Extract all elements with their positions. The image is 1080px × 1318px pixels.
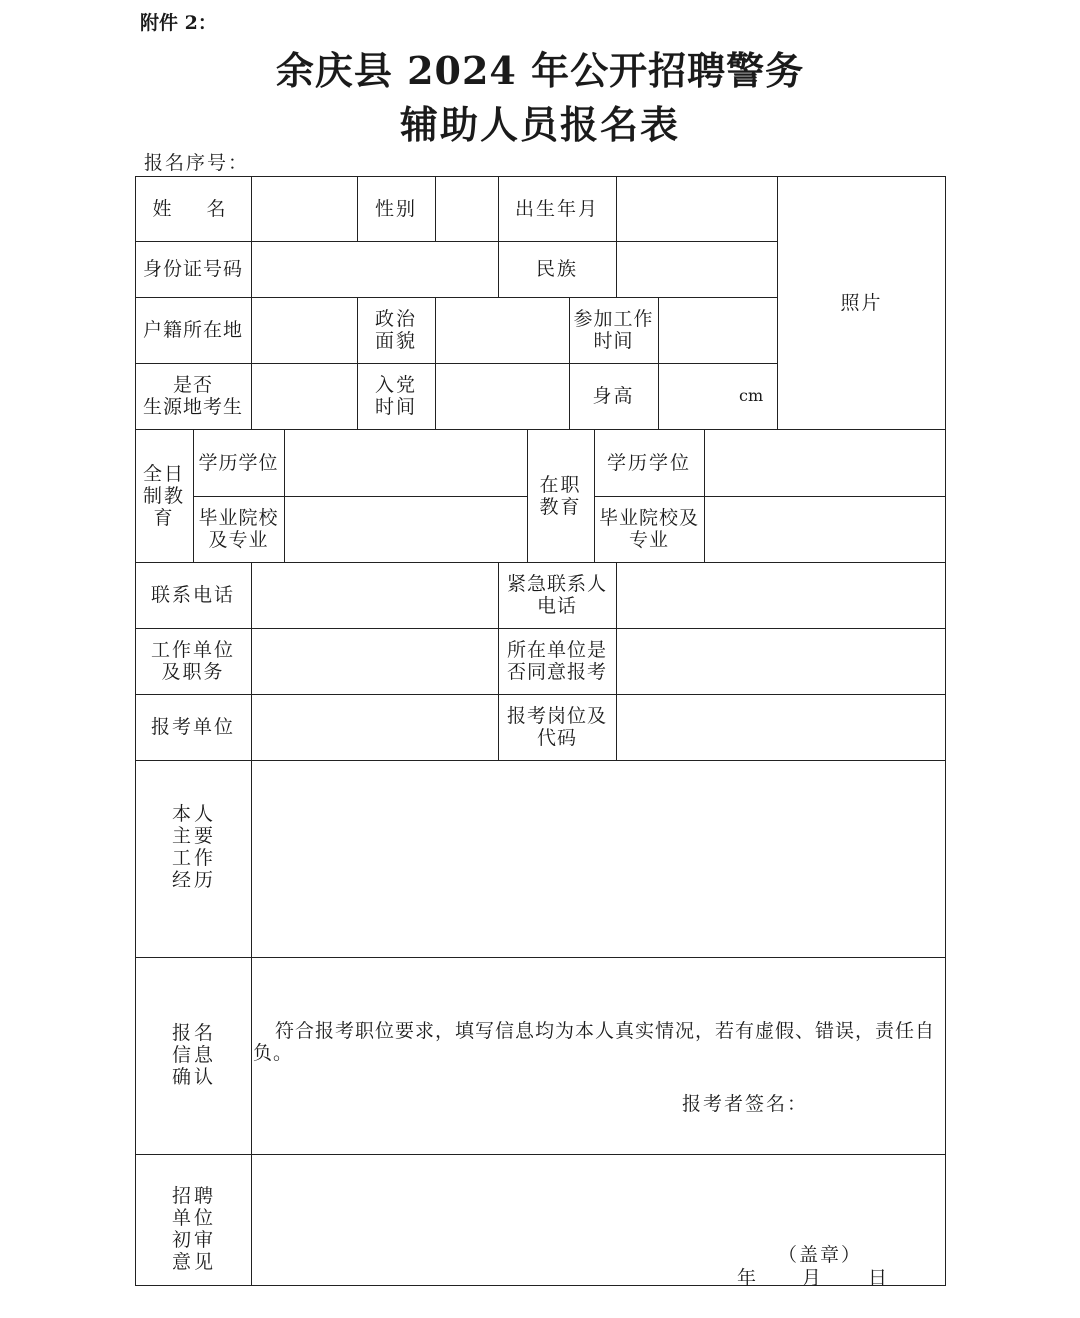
degree-label-inservice: 学历学位: [606, 451, 691, 474]
serial-number-label: 报名序号：: [144, 152, 250, 174]
work-history-label: 本人 主要 工作 经历: [172, 803, 217, 891]
seal-label: （盖章）: [778, 1244, 863, 1266]
school-label-fulltime: 毕业院校 及专业: [198, 507, 279, 551]
rule: [135, 957, 946, 958]
rule: [251, 176, 252, 429]
date-day-label: 日: [868, 1267, 888, 1289]
apply-post-label: 报考岗位及 代码: [506, 705, 607, 749]
date-year-label: 年: [737, 1267, 757, 1289]
rule: [616, 562, 617, 760]
rule: [616, 176, 617, 297]
info-confirm-label: 报名 信息 确认: [172, 1022, 217, 1088]
photo-label: 照片: [840, 291, 883, 314]
inservice-education-label: 在职 教育: [539, 473, 582, 518]
ethnicity-label: 民族: [535, 258, 578, 280]
date-month-label: 月: [802, 1267, 822, 1289]
rule: [435, 297, 436, 429]
rule: [135, 760, 946, 761]
form-title-line2: 辅助人员报名表: [399, 102, 680, 147]
fulltime-education-label: 全日 制教 育: [142, 462, 185, 529]
rule: [251, 562, 252, 1286]
gender-label: 性别: [374, 197, 417, 220]
apply-unit-label: 报考单位: [150, 716, 235, 738]
emergency-phone-label: 紧急联系人 电话: [506, 573, 607, 617]
rule: [135, 1154, 946, 1155]
review-opinion-label: 招聘 单位 初审 意见: [172, 1185, 217, 1273]
political-status-label: 政治 面貌: [374, 308, 417, 352]
birth-date-label: 出生年月: [514, 197, 599, 220]
employer-label: 工作单位 及职务: [150, 639, 235, 683]
household-label: 户籍所在地: [142, 319, 243, 341]
attachment-label: 附件 2：: [140, 12, 217, 34]
height-label: 身高: [592, 385, 635, 407]
confirmation-statement: 符合报考职位要求，填写信息均为本人真实情况，若有虚假、错误，责任自负。: [253, 1020, 936, 1064]
rule: [704, 429, 705, 562]
party-join-label: 入党 时间: [374, 374, 417, 418]
name-label: 姓 名: [152, 197, 234, 220]
employer-consent-label: 所在单位是 否同意报考: [506, 639, 607, 683]
local-candidate-label: 是否 生源地考生: [142, 374, 243, 418]
school-label-inservice: 毕业院校及 专业: [598, 507, 699, 551]
phone-label: 联系电话: [150, 584, 235, 606]
height-unit: cm: [739, 386, 764, 405]
work-start-label: 参加工作 时间: [573, 308, 654, 352]
rule: [435, 176, 436, 241]
rule: [658, 297, 659, 429]
id-number-label: 身份证号码: [142, 258, 243, 280]
signature-label: 报考者签名：: [682, 1093, 809, 1115]
rule: [284, 429, 285, 562]
form-title-line1: 余庆县 2024 年公开招聘警务: [275, 48, 805, 93]
degree-label-fulltime: 学历学位: [198, 451, 279, 474]
